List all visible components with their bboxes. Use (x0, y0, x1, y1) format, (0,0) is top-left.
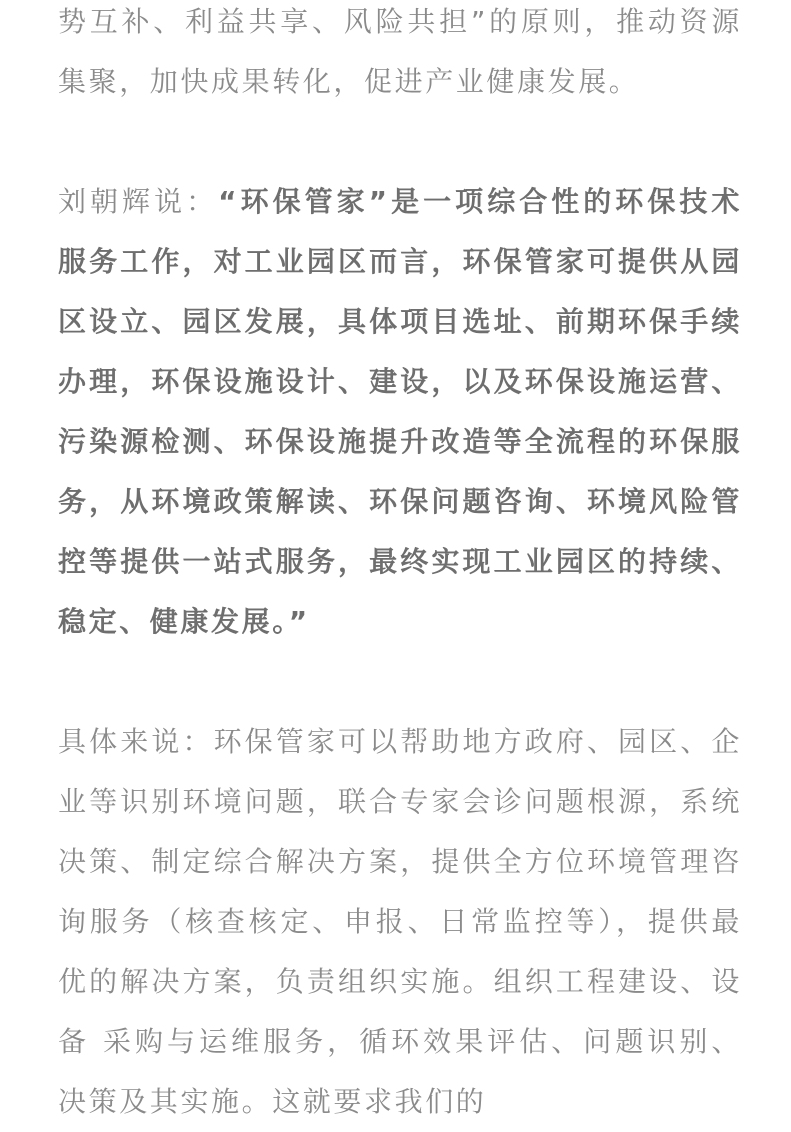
paragraph-quote (58, 172, 742, 652)
quote-text: “环保管家”是一项综合性的环保技术服务工作，对工业园区而言，环保管家可提供从园区设立、园区发展，具体项目选址、前期环保手续办理，环保设施设计、建设，以及环保设施运营、污染源检测、环保设施提升改造等全流程的环保服务，从环境政策解读、环保问题咨询、环境风险管控等提供一站式服务，最终实现工业园区的持续、稳定、健康发展。” (58, 185, 742, 638)
speaker-label: 刘朝辉说： (58, 185, 219, 218)
paragraph-details: 具体来说：环保管家可以帮助地方政府、园区、企业等识别环境问题，联合专家会诊问题根源，系统决策、制定综合解决方案，提供全方位环境管理咨询服务（核查核定、申报、日常监控等），提供最优的解决方案，负责组织实施。组织工程建设、设备 采购与运维服务，循环效果评估、问题识别、决策及其实施。这就要求我们的 (58, 725, 742, 1118)
paragraph-principle: 势互补、利益共享、风险共担”的原则，推动资源集聚，加快成果转化，促进产业健康发展。 (58, 5, 742, 98)
article-body (58, 0, 742, 1132)
